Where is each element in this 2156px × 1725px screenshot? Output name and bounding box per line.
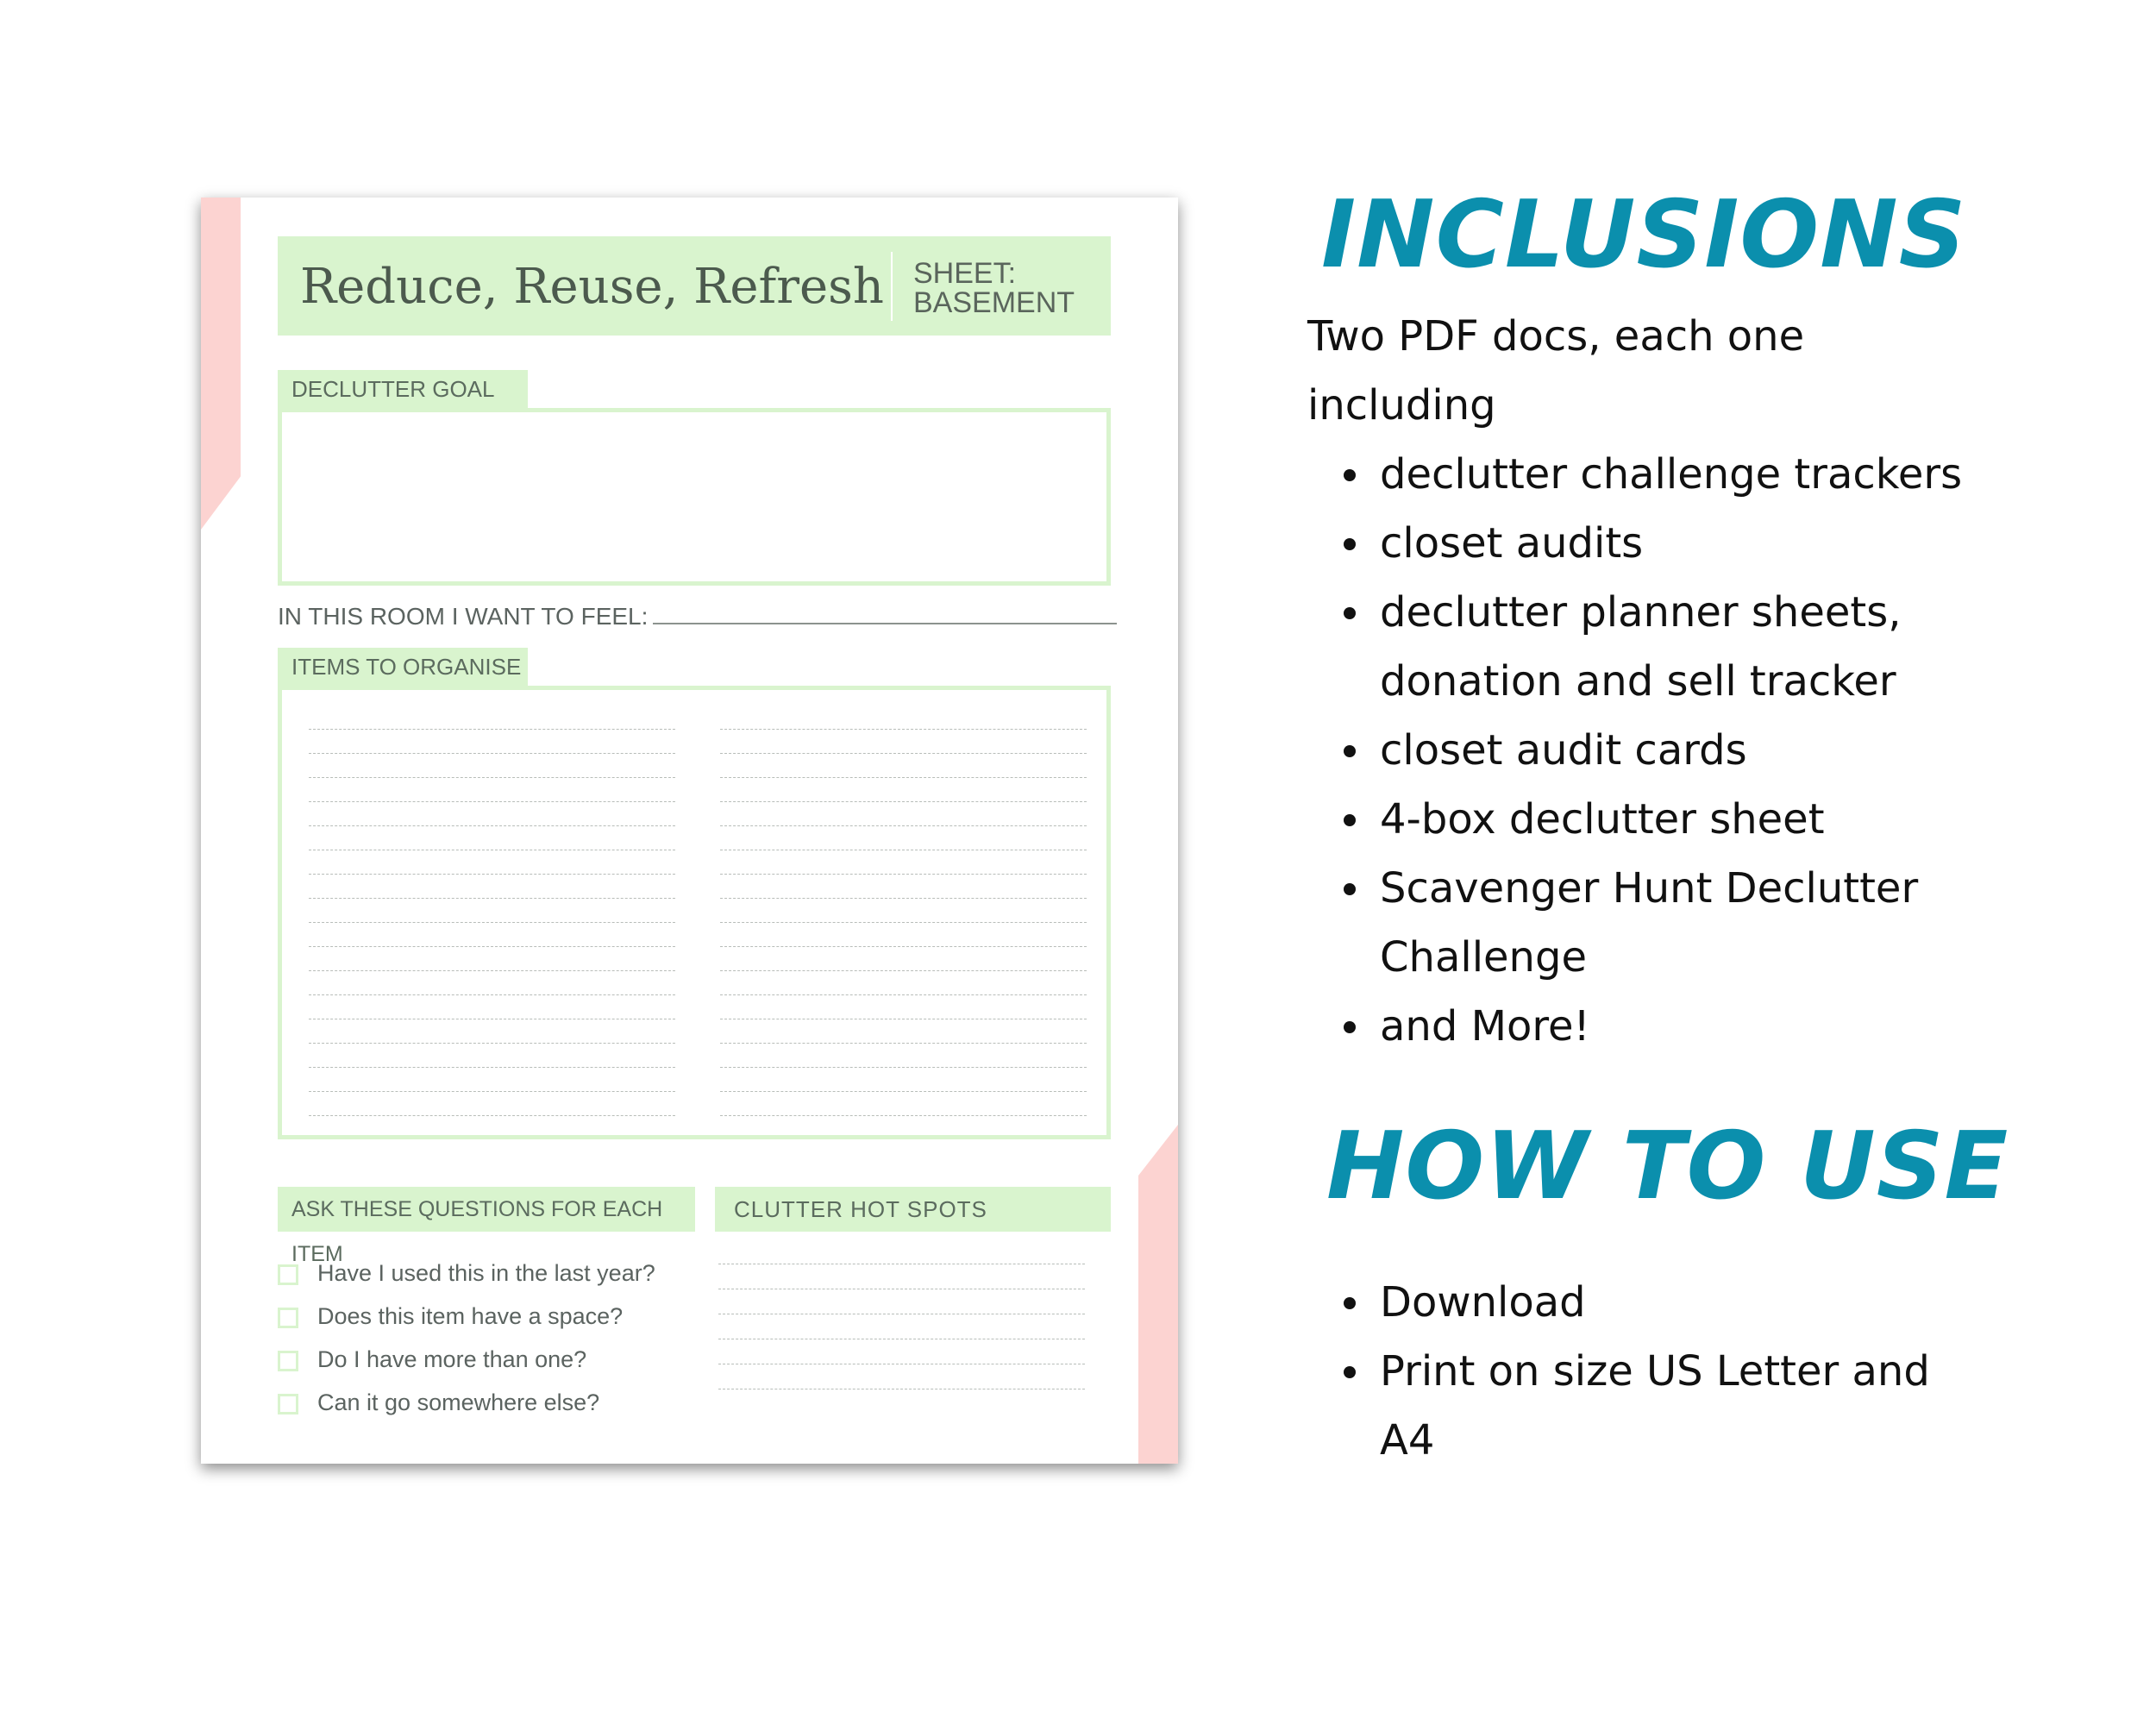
sheet-title: Reduce, Reuse, Refresh <box>300 259 884 315</box>
decorative-pink-strip <box>1138 1125 1178 1464</box>
write-line <box>720 1067 1087 1068</box>
list-item <box>1344 854 1984 992</box>
feel-write-line <box>653 623 1117 624</box>
list-item <box>1344 1337 1932 1475</box>
checkbox <box>278 1394 298 1414</box>
write-line <box>309 922 675 923</box>
list-item <box>1344 578 1915 716</box>
checkbox <box>278 1264 298 1285</box>
list-item-text: Scavenger Hunt Declutter Challenge <box>1380 864 1919 982</box>
question-item <box>278 1258 655 1288</box>
write-line <box>720 1043 1087 1044</box>
title-divider <box>891 252 893 321</box>
items-to-organise-label: ITEMS TO ORGANISE <box>278 648 528 687</box>
hotspots-header: CLUTTER HOT SPOTS <box>715 1187 1111 1232</box>
write-line <box>309 1115 675 1116</box>
write-line <box>720 970 1087 971</box>
bullet-icon <box>1344 1297 1356 1309</box>
bullet-icon <box>1344 607 1356 619</box>
write-line <box>309 970 675 971</box>
list-item <box>1344 992 1999 1061</box>
question-item <box>278 1388 599 1417</box>
write-line <box>720 922 1087 923</box>
write-line <box>309 801 675 802</box>
write-line <box>720 1115 1087 1116</box>
write-line <box>720 801 1087 802</box>
write-line <box>309 825 675 826</box>
how-to-use-heading: HOW TO USE <box>1326 1113 2009 1220</box>
list-item <box>1344 1268 1947 1337</box>
write-line <box>309 874 675 875</box>
list-item <box>1344 509 1999 578</box>
question-item <box>278 1302 623 1331</box>
sheet-room-label: SHEET: BASEMENT <box>913 257 1075 319</box>
write-line <box>309 898 675 899</box>
write-line <box>720 777 1087 778</box>
feel-line <box>278 603 1117 630</box>
write-line <box>720 874 1087 875</box>
inclusions-heading: INCLUSIONS <box>1321 181 1967 289</box>
questions-header: ASK THESE QUESTIONS FOR EACH ITEM <box>278 1187 695 1232</box>
how-to-use-list <box>1344 1268 1947 1475</box>
bullet-icon <box>1344 814 1356 826</box>
list-item-text: 4-box declutter sheet <box>1380 795 1825 844</box>
list-item <box>1344 785 1999 854</box>
question-text: Have I used this in the last year? <box>317 1260 655 1286</box>
list-item-text: closet audit cards <box>1380 726 1747 775</box>
decorative-pink-strip <box>201 198 241 530</box>
write-line <box>720 729 1087 730</box>
write-line <box>309 946 675 947</box>
checkbox <box>278 1351 298 1371</box>
declutter-goal-box <box>278 408 1111 586</box>
declutter-goal-label: DECLUTTER GOAL <box>278 370 528 410</box>
hotspot-lines <box>718 1264 1085 1414</box>
items-to-organise-box <box>278 686 1111 1139</box>
bullet-icon <box>1344 883 1356 895</box>
inclusions-list <box>1344 440 1999 1061</box>
bullet-icon <box>1344 745 1356 757</box>
list-item <box>1344 440 1999 509</box>
list-item-text: declutter challenge trackers <box>1380 450 1963 499</box>
bullet-icon <box>1344 469 1356 481</box>
write-line <box>720 753 1087 754</box>
feel-label: IN THIS ROOM I WANT TO FEEL: <box>278 603 649 630</box>
list-item <box>1344 716 1999 785</box>
write-line <box>720 825 1087 826</box>
list-item-text: closet audits <box>1380 519 1644 568</box>
list-item-text: declutter planner sheets, donation and sell tracker <box>1380 588 1902 706</box>
list-item-text: and More! <box>1380 1002 1590 1051</box>
write-line <box>720 898 1087 899</box>
write-line <box>720 1091 1087 1092</box>
planner-sheet-preview <box>201 198 1178 1464</box>
bullet-icon <box>1344 1366 1356 1378</box>
write-line <box>309 777 675 778</box>
question-item <box>278 1345 586 1374</box>
list-item-text: Print on size US Letter and A4 <box>1380 1347 1930 1465</box>
list-item-text: Download <box>1380 1278 1586 1327</box>
question-text: Do I have more than one? <box>317 1346 587 1372</box>
write-line <box>309 1043 675 1044</box>
bullet-icon <box>1344 1021 1356 1033</box>
item-lines-right <box>720 729 1087 1139</box>
sheet-title-bar <box>278 236 1111 336</box>
write-line <box>720 946 1087 947</box>
write-line <box>309 1091 675 1092</box>
inclusions-intro: Two PDF docs, each one including <box>1307 312 1805 430</box>
checkbox <box>278 1308 298 1328</box>
write-line <box>309 994 675 995</box>
bullet-icon <box>1344 538 1356 550</box>
write-line <box>309 1067 675 1068</box>
write-line <box>309 729 675 730</box>
write-line <box>720 994 1087 995</box>
question-text: Does this item have a space? <box>317 1303 624 1329</box>
write-line <box>309 753 675 754</box>
question-text: Can it go somewhere else? <box>317 1389 600 1415</box>
item-lines-left <box>309 729 675 1139</box>
